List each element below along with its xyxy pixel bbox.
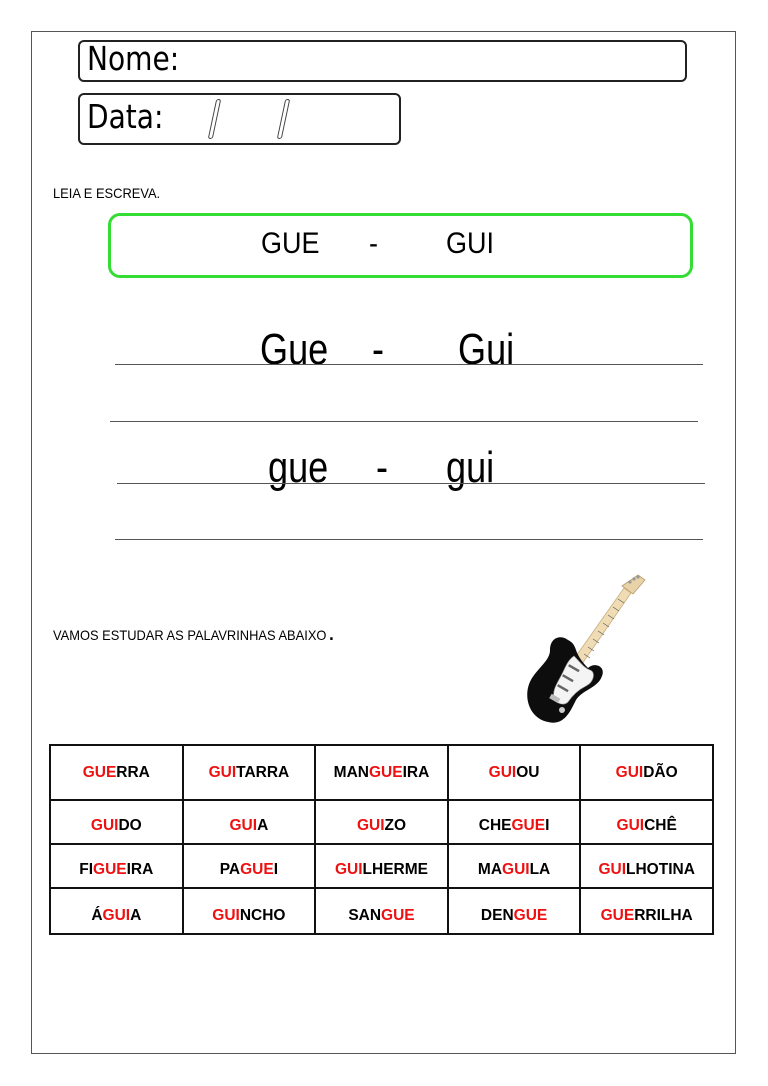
date-label: Data: [87,97,164,136]
highlighted-syllable: GUI [615,763,644,781]
word-cell [580,888,713,934]
highlighted-syllable: GUE [381,907,415,924]
word-cell [183,888,316,934]
word-part: OU [516,763,540,781]
syllable-title-dash: - [372,325,385,374]
word-part: MA [477,861,503,878]
word-part: CHÊ [644,817,677,834]
word-cell [315,745,448,800]
word-part: A [257,817,269,834]
word-table [49,744,714,935]
highlighted-syllable: GUI [334,861,363,878]
word-cell [183,844,316,888]
word-part: RRA [116,763,150,781]
syllable-upper-right: GUI [446,227,495,260]
word-part: IRA [126,861,154,878]
highlighted-syllable: GUI [598,861,627,878]
syllable-title-right: Gui [458,325,515,374]
syllable-lower-left: gue [268,443,329,492]
highlighted-syllable: GUE [82,763,117,781]
word-part: SAN [348,907,382,924]
word-cell [183,745,316,800]
highlighted-syllable: GUE [93,861,127,878]
word-cell [50,745,183,800]
word-part: I [273,861,279,878]
word-cell [580,844,713,888]
word-part: LHERME [362,861,428,878]
highlighted-syllable: GUI [212,907,240,924]
word-cell [580,745,713,800]
highlighted-syllable: GUI [356,817,385,834]
syllable-upper-left: GUE [261,227,320,260]
word-cell [448,800,581,844]
table-row [50,800,713,844]
highlighted-syllable: GUE [513,907,548,924]
writing-line [115,539,703,540]
word-cell [448,888,581,934]
word-cell [315,844,448,888]
word-part: NCHO [239,907,286,924]
highlighted-syllable: GUI [616,817,645,834]
writing-line [115,364,703,365]
word-cell [448,745,581,800]
highlighted-syllable: GUI [488,763,517,781]
highlighted-syllable: GUE [240,861,274,878]
table-row [50,745,713,800]
word-part: I [545,817,550,834]
word-part: ZO [384,817,407,834]
highlighted-syllable: GUE [511,817,546,834]
word-cell [183,800,316,844]
word-cell [315,888,448,934]
table-row [50,844,713,888]
word-cell [50,800,183,844]
writing-line [117,483,705,484]
name-field[interactable] [78,40,687,82]
word-cell [50,844,183,888]
word-cell [580,800,713,844]
word-part: LHOTINA [626,861,695,878]
instruction-study-words [53,624,334,645]
electric-guitar-icon [520,572,650,727]
word-part: FI [79,861,94,878]
word-part: DEN [480,907,514,924]
date-slash-icon [208,99,222,139]
word-part: RRILHA [634,907,693,924]
word-cell [315,800,448,844]
word-cell [50,888,183,934]
word-part: PA [219,861,241,878]
date-slash-icon [277,99,291,139]
word-part: LA [529,861,551,878]
highlighted-syllable: GUI [502,861,530,878]
instruction-read-write: LEIA E ESCREVA. [53,185,161,201]
highlighted-syllable: GUE [368,763,403,781]
syllable-title-left: Gue [260,325,329,374]
instruction-period: . [329,624,334,644]
syllable-lower-right: gui [446,443,495,492]
word-part: Á [91,907,103,924]
highlighted-syllable: GUI [229,817,258,834]
word-part: TARRA [236,763,290,781]
name-label: Nome: [87,39,180,78]
highlighted-syllable: GUE [600,907,635,924]
date-field[interactable] [78,93,401,145]
word-part: DÃO [643,763,678,781]
highlighted-syllable: GUI [208,763,237,781]
word-part: IRA [402,763,430,781]
syllable-upper-dash: - [369,227,378,260]
word-part: A [130,907,142,924]
word-part: CHE [478,817,512,834]
writing-line [110,421,698,422]
word-part: MAN [333,763,369,781]
instruction-study-text: VAMOS ESTUDAR AS PALAVRINHAS ABAIXO [53,627,327,643]
syllable-box [108,213,693,278]
word-cell [448,844,581,888]
syllable-lower-dash: - [376,443,389,492]
word-part: DO [118,817,142,834]
highlighted-syllable: GUI [102,907,131,924]
table-row [50,888,713,934]
highlighted-syllable: GUI [90,817,119,834]
